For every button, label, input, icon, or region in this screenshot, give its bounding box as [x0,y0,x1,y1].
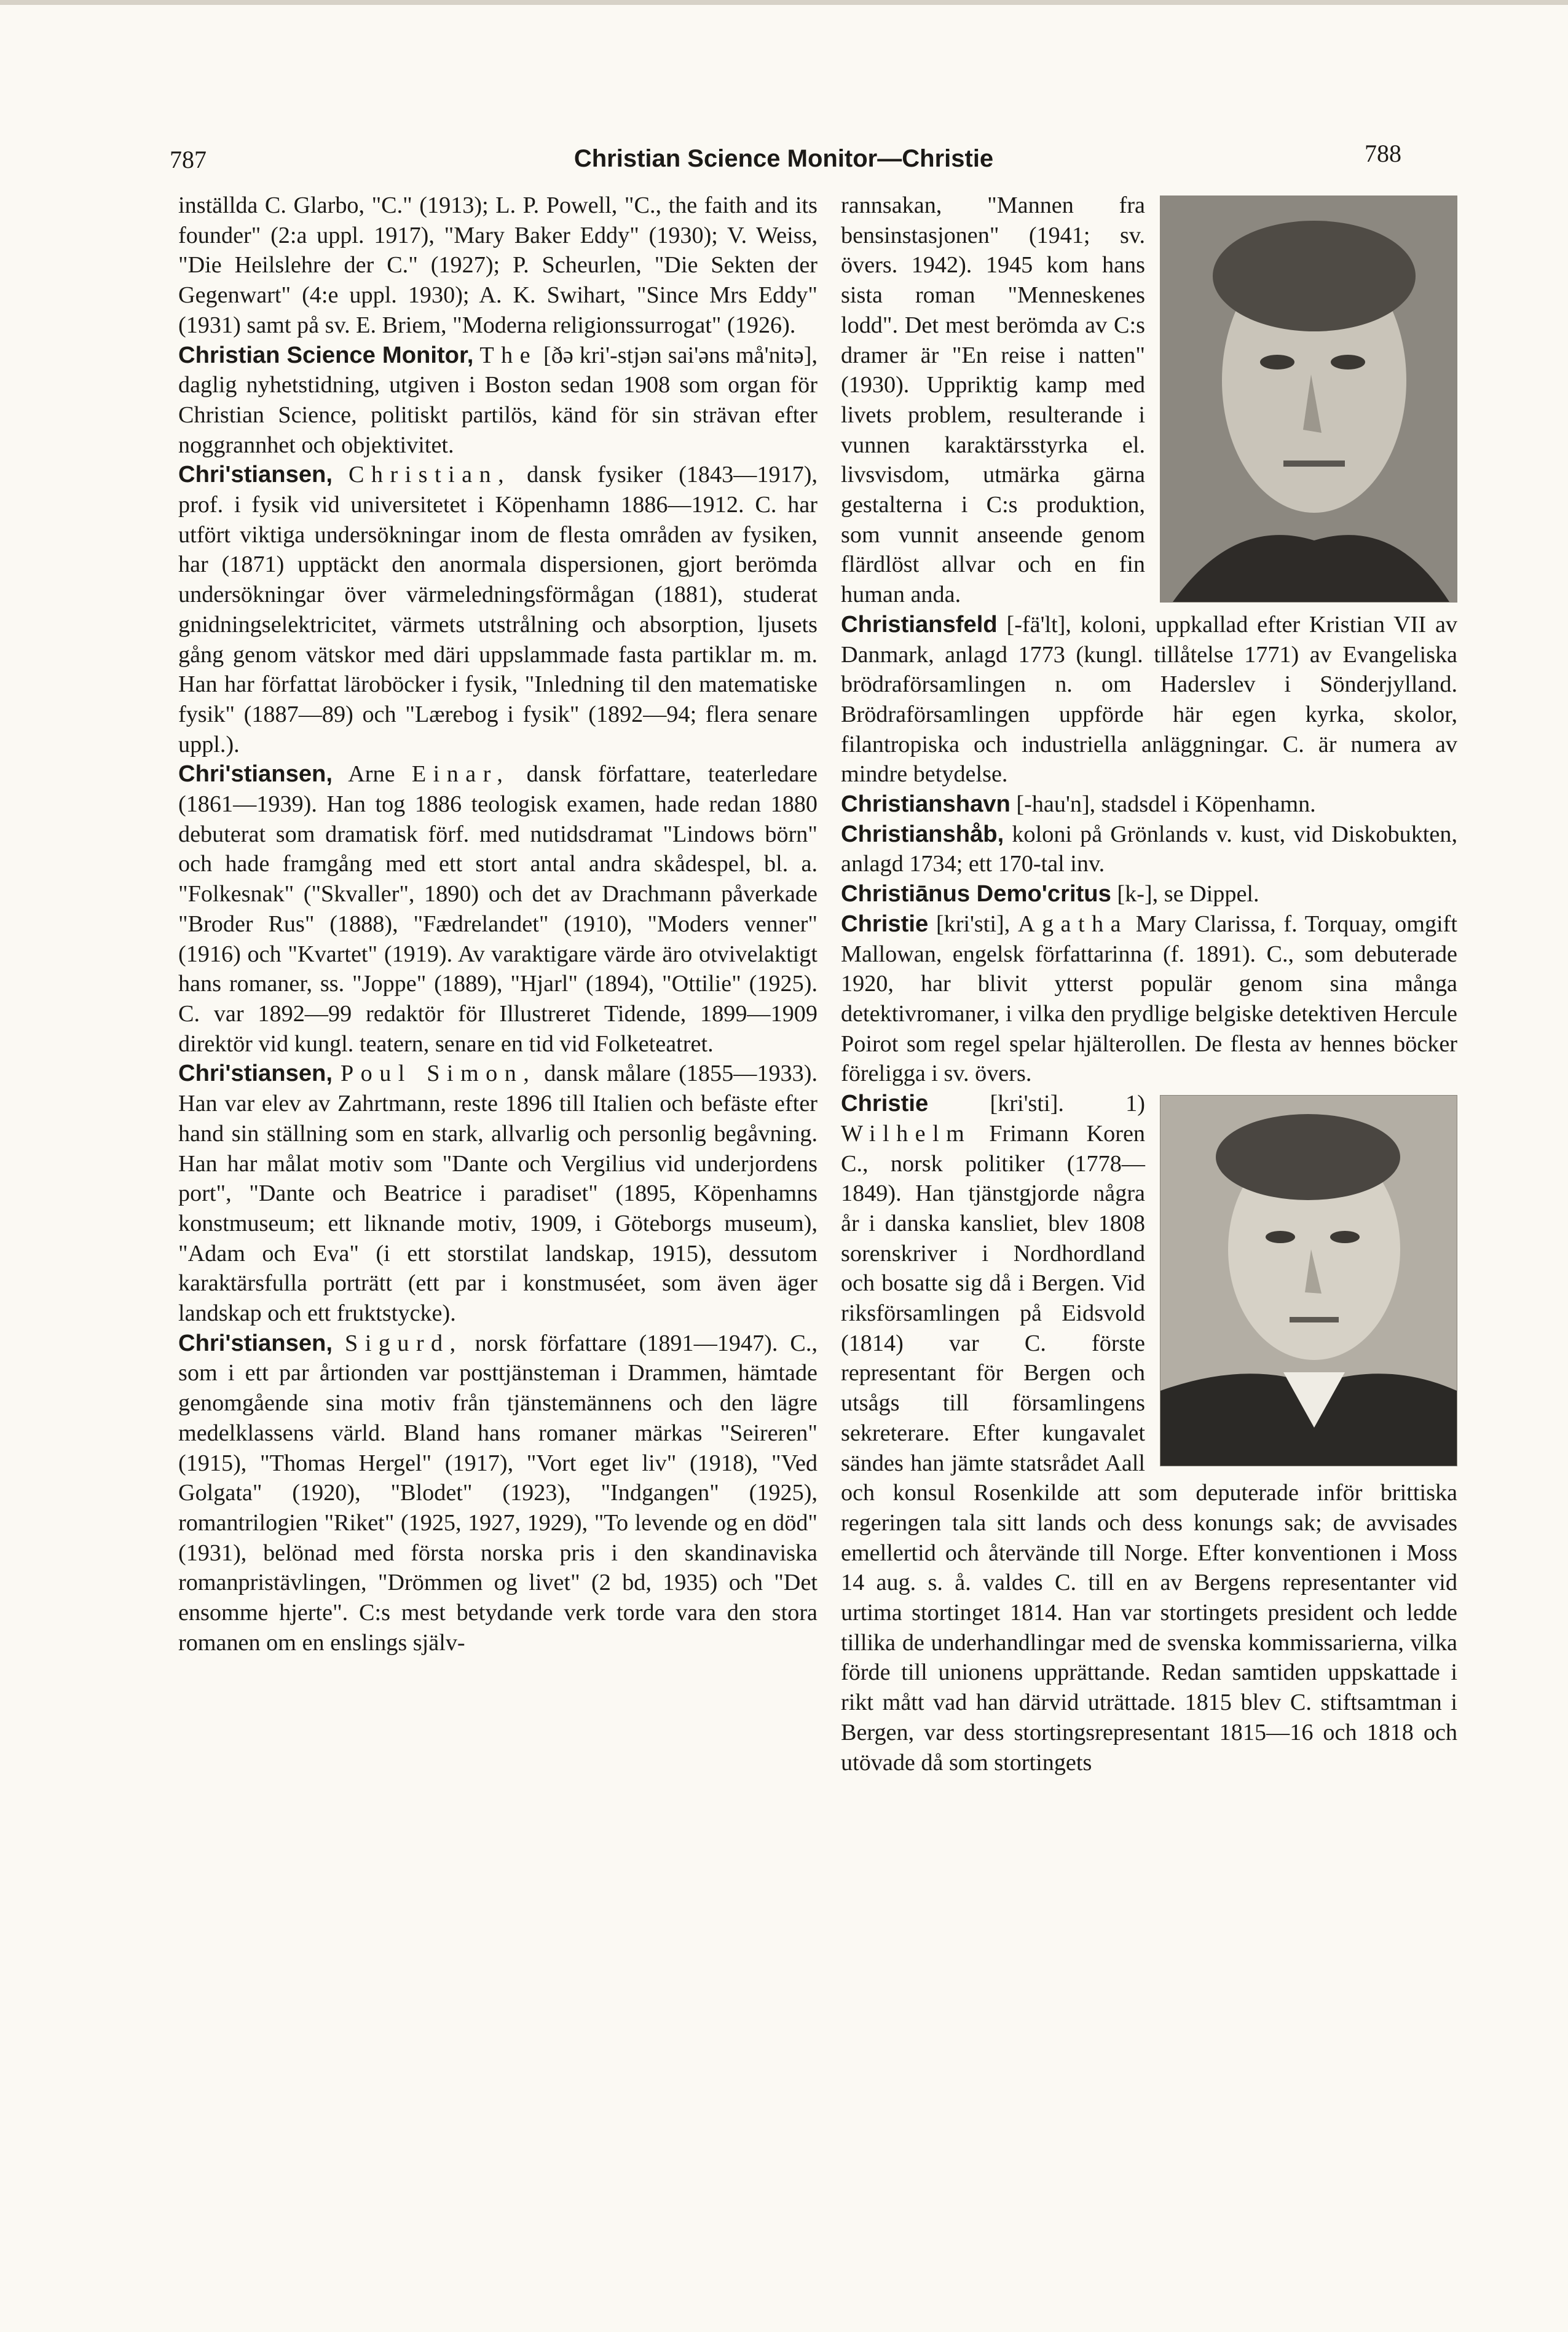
running-title: Christian Science Monitor—Christie [573,145,994,172]
entry-christianshab [841,820,1457,879]
entry-text: [-hau'n], stadsdel i Köpenhamn. [1016,791,1316,818]
entry-text: dansk fysiker (1843—1917), prof. i fysik vid universitetet i Köpenhamn 1886—1912. C. har utfört viktiga undersökningar inom de flesta områden av fysiken, har (1871) upptäckt den anormala dispersionen, gjort berömda undersökningar över värmeledningsförmågan (1881), studerat gnidningselektricitet, värmets utstrålning och absorption, ljusets gång genom vätskor med däri uppslammade fasta partiklar m. m. Han har författat läroböcker i fysik, "Inledning til den matematiske fysik" (1887—89) och "Lærebog i fysik" (1892—94; flera senare uppl.). [178,462,818,757]
entry-christiansen-arne-einar [178,759,817,1059]
entry-prefix: [kri'sti], [936,911,1011,937]
entry-headword: Christianshavn [841,791,1011,818]
entry-prefix: Arne [348,761,395,788]
entry-text: [-fä'lt], koloni, uppkallad efter Kristian VII av Danmark, anlagd 1773 (kungl. tillåtelse 1771) av Evangeliska brödraförsamlingen n. om Haderslev i Sönderjylland. Brödraförsamlingen uppförde här egen kyrka, skolor, filantropiska och industriella anläggningar. C. är numera av mindre betydelse. [841,611,1458,788]
page-header [166,140,1401,183]
entry-spaced-name: Einar, [411,761,510,788]
portrait-photo-drawing [1160,196,1457,602]
entry-text: norsk författare (1891—1947). C., som i ett par årtionden var posttjänsteman i Drammen, hämtade genomgående sina motiv från tjänstemännens och den lägre medelklassens värld. Bland hans romaner märkas "Seireren" (1915), "Thomas Hergel" (1917), "Vort eget liv" (1918), "Ved Golgata" (1920), "Blodet" (1923), "Indgangen" (1925), romantrilogien "Riket" (1925, 1927, 1929), "To levende og en död" (1931), belönad med första norska pris i den skandinaviska romanpristävlingen, "Drömmen og livet" (2 bd, 1935) och "Det ensomme hjerte". C:s mest betydande verk torde vara den stora romanen om en enslings själv- [178,1330,817,1656]
portrait-engraving-drawing [1160,1096,1457,1466]
entry-spaced-name: Sigurd, [345,1330,463,1356]
left-page-number: 787 [170,146,207,173]
entry-headword: Christie [841,1090,929,1117]
entry-christian-science-monitor [178,341,817,460]
entry-headword: Christiānus Demo'critus [841,880,1111,907]
paragraph-continued: rannsakan, "Mannen fra bensinstasjonen" (1941; sv. övers. 1942). 1945 kom hans sista roman "Menneskenes lodd". Det mest berömda av C:s dramer är "En reise i natten" (1930). Uppriktig kamp med livets problem, resulterande i vunnen karaktärsstyrka el. livsvisdom, utmärka gärna gestalterna i C:s produktion, som vunnit anseende genom flärdlöst allvar och en fin human anda. [841,192,1145,608]
entry-spaced-name: Christian, [348,462,511,488]
entry-text: [k-], se Dippel. [1117,881,1259,907]
entry-christiansfeld [841,610,1457,789]
entry-spaced-name: Agatha [1017,911,1129,937]
entry-christiansen-poul-simon [178,1059,817,1328]
entry-text: dansk författare, teaterledare (1861—1939). Han tog 1886 teologisk examen, hade redan 1880 debuterat som dramatisk förf. med nutidsdramat "Lindows börn" och hade framgång med ett stort antal andra skådespel, bl. a. "Folkesnak" ("Skvaller", 1890) och det av Drachmann påverkade "Broder Rus" (1888), "Fædrelandet" (1910), "Moders venner" (1916) och "Kvartet" (1919). Av varaktigare värde äro otvivelaktigt hans romaner, ss. "Joppe" (1889), "Hjarl" (1894), "Ottilie" (1925). C. var 1892—99 redaktör för Illustreret Tidende, 1899—1909 direktör vid kungl. teatern, senare en tid vid Folketeatret. [178,761,817,1057]
entry-christianshavn [841,789,1457,820]
entry-prefix: [kri'sti]. 1) [990,1091,1145,1117]
portrait-photo [1160,196,1457,603]
left-column [178,191,817,1658]
entry-text: Frimann Koren C., norsk politiker (1778—1849). Han tjänstgjorde några år i danska kansliet, blev 1808 sorenskriver i Nordhordland och bosatte sig då i Bergen. Vid riksförsamlingen på Eidsvold (1814) var C. förste representant för Bergen och utsågs till församlingens sekreterare. Efter kungavalet sändes han jämte statsrådet Aall och konsul Rosenkilde att som deputerade inför brittiska regeringen tala sitt lands och dess konungs sak; de avvisades emellertid och återvände till Norge. Efter konventionen i Moss 14 aug. s. å. valdes C. till en av Bergens representanter vid urtima stortinget 1814. Han var stortingets president och ledde tillika de underhandlingar med de svenska kommissarierna, vilka förde till unionens upprättande. Redan samtiden uppskattade i rikt mått vad han därvid uträttade. 1815 blev C. stiftsamtman i Bergen, var dess stortingsrepresentant 1815—16 och 1818 och utövade då som stortingets [841,1120,1457,1776]
entry-headword: Chri'stiansen, [178,1060,333,1087]
entry-spaced-name: Wilhelm [841,1120,972,1147]
entry-headword: Chri'stiansen, [178,761,333,788]
entry-headword: Christie [841,910,929,937]
paragraph-continued: inställda C. Glarbo, "C." (1913); L. P. Powell, "C., the faith and its founder" (2:a uppl. 1917), "Mary Baker Eddy" (1930); V. Weiss, "Die Heilslehre der C." (1927); P. Scheurlen, "Die Sekten der Gegenwart" (4:e uppl. 1930); A. K. Swihart, "Since Mrs Eddy" (1931) samt på sv. E. Briem, "Moderna religionssurrogat" (1926). [178,192,817,338]
entry-christiansen-christian [178,460,817,759]
entry-text: Mary Clarissa, f. Torquay, omgift Mallowan, engelsk författarinna (f. 1891). C., som debuterade 1920, har blivit ytterst populär genom sina många detektivromaner, i vilka den prydlige belgiske detektiven Hercule Poirot som regel spelar hjälterollen. De flesta av hennes böcker föreligga i sv. övers. [841,911,1457,1087]
entry-spaced-name: Poul Simon, [340,1061,537,1087]
entry-christiansen-sigurd [178,1329,817,1658]
entry-headword: Christianshåb, [841,820,1004,847]
entry-text: koloni på Grönlands v. kust, vid Diskobukten, anlagd 1734; ett 170-tal inv. [841,821,1458,877]
right-page-number: 788 [1365,140,1401,167]
page-top-rule [0,0,1568,5]
entry-headword: Chri'stiansen, [178,1329,333,1356]
entry-text: dansk målare (1855—1933). Han var elev av Zahrtmann, reste 1896 till Italien och befäste efter hand sin ställning som en stark, allvarlig och personlig begåvning. Han har målat motiv som "Dante och Vergilius vid underjordens port", "Dante och Beatrice i paradiset" (1895, Köpenhamns konstmuseum; ett liknande motiv, 1909, i Göteborgs museum), "Adam och Eva" (i ett storstilat landskap, 1915), dessutom karaktärsfulla porträtt (ett par i konstmuséet, som även äger landskap och ett fruktstycke). [178,1061,818,1327]
entry-spaced-name: The [479,342,538,368]
portrait-engraving [1160,1095,1457,1466]
entry-headword: Christiansfeld [841,611,998,638]
entry-headword: Chri'stiansen, [178,461,333,488]
entry-christianus-democritus [841,879,1457,909]
right-column [841,191,1457,1777]
entry-christie-agatha [841,909,1457,1089]
entry-headword: Christian Science Monitor, [178,341,474,368]
entry-text: [ðə kri'-stjən sai'əns må'nitə], daglig nyhetstidning, utgiven i Boston sedan 1908 som organ för Christian Science, politiskt partilös, känd för sin strävan efter noggrannhet och objektivitet. [178,342,818,458]
